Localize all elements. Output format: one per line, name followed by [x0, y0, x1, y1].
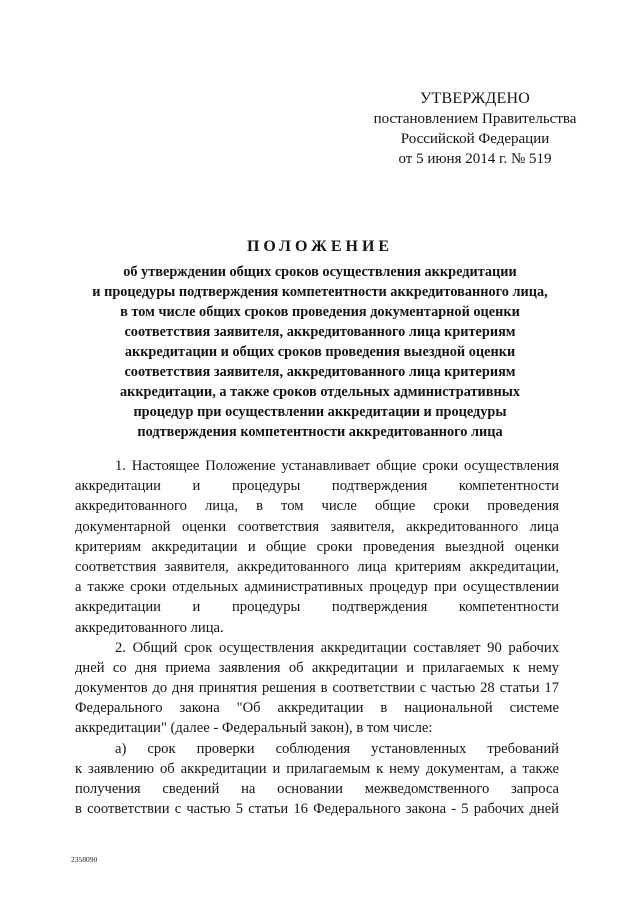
paragraph-1-line: аккредитованного лица, в том числе общие сроки проведения [75, 498, 559, 515]
subtitle-line: процедур при осуществлении аккредитации и процедуры [133, 404, 507, 420]
subtitle-line: соответствия заявителя, аккредитованного лица критериям [124, 364, 516, 380]
paragraph-2-line: документов до дня принятия решения в соответствии с частью 28 статьи 17 [75, 680, 559, 697]
approval-stamp: УТВЕРЖДЕНО [419, 90, 530, 107]
paragraph-2-line: аккредитации" (далее - Федеральный закон), в том числе: [75, 720, 433, 737]
approval-line-3: от 5 июня 2014 г. № 519 [398, 151, 552, 167]
document-body [75, 456, 559, 819]
approval-block [350, 89, 600, 169]
paragraph-2-line: дней со дня приема заявления об аккредитации и прилагаемых к нему [75, 659, 559, 676]
paragraph-1-line: 1. Настоящее Положение устанавливает общие сроки осуществления [115, 458, 559, 474]
subparagraph-a-line: получения сведений на основании межведомственного запроса [75, 781, 559, 797]
subtitle-line: и процедуры подтверждения компетентности аккредитованного лица, [92, 284, 548, 300]
subparagraph-a-line: в соответствии с частью 5 статьи 16 Федерального закона - 5 рабочих дней [75, 801, 559, 818]
paragraph-2-line: 2. Общий срок осуществления аккредитации составляет 90 рабочих [115, 639, 559, 656]
paragraph-1-line: критериям аккредитации и общие сроки проведения выездной оценки [75, 538, 559, 555]
paragraph-1-line: документарной оценки соответствия заявителя, аккредитованного лица [75, 518, 559, 535]
paragraph-1-line: соответствия заявителя, аккредитованного лица критериям аккредитации, [75, 558, 559, 575]
subparagraph-a-line: к заявлению об аккредитации и прилагаемым к нему документам, а также [75, 760, 559, 777]
subtitle-line: в том числе общих сроков проведения документарной оценки [120, 304, 520, 320]
subtitle-line: аккредитации, а также сроков отдельных административных [119, 384, 521, 400]
approval-line-2: Российской Федерации [400, 131, 550, 147]
document-title: ПОЛОЖЕНИЕ [246, 238, 394, 255]
subtitle-line: подтверждения компетентности аккредитованного лица [137, 424, 503, 440]
paragraph-1-line: аккредитации и процедуры подтверждения компетентности [75, 599, 559, 616]
subtitle-line: аккредитации и общих сроков проведения выездной оценки [124, 344, 516, 360]
subtitle-line: соответствия заявителя, аккредитованного лица критериям [124, 324, 516, 340]
document-subtitle [0, 262, 640, 442]
paragraph-2-line: Федерального закона "Об аккредитации в национальной системе [75, 700, 559, 717]
subtitle-line: об утверждении общих сроков осуществления аккредитации [123, 264, 517, 280]
document-number: 2358090 [71, 855, 98, 864]
paragraph-1-line: а также сроки отдельных административных процедур при осуществлении [75, 579, 559, 596]
subparagraph-a-line: а) срок проверки соблюдения установленных требований [115, 740, 559, 757]
approval-line-1: постановлением Правительства [373, 111, 577, 127]
paragraph-1-line: аккредитации и процедуры подтверждения компетентности [75, 478, 559, 495]
paragraph-1-line: аккредитованного лица. [75, 619, 224, 636]
